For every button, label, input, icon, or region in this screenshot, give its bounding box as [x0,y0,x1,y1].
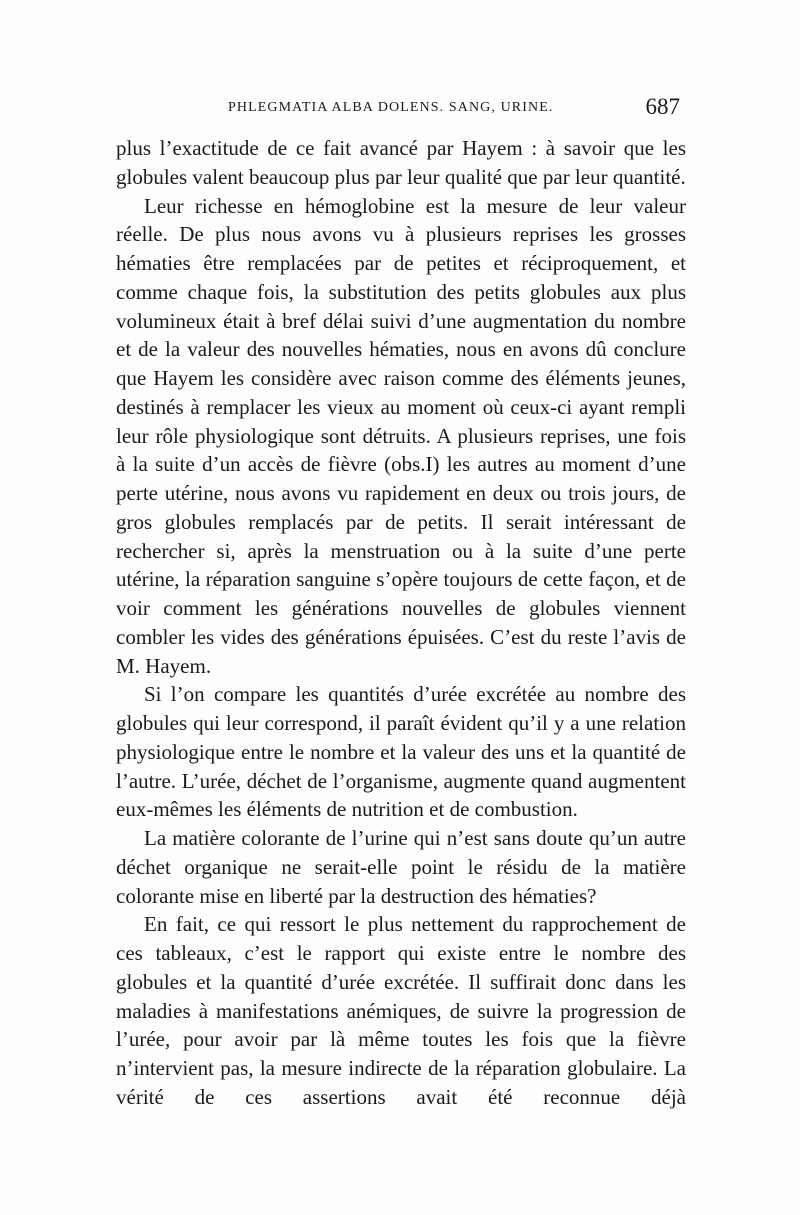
paragraph-continued: plus l’exactitude de ce fait avancé par Hayem : à savoir que les globules valent beaucoup plus par leur qualité que par leur quantité. [116,136,686,189]
paragraph-uree: Si l’on compare les quantités d’urée excrétée au nombre des globules qui leur correspond, il paraît évident qu’il y a une relation physiologique entre le nombre et la valeur des uns et la quantité de l’autre. L’urée, déchet de l’organisme, augmente quand augmentent eux-mêmes les éléments de nutrition et de combustion. [116,682,686,822]
paragraph-en-fait: En fait, ce qui ressort le plus nettement du rapprochement de ces tableaux, c’est le rapport qui existe entre le nombre des globules et la quantité d’urée excrétée. Il suffirait donc dans les maladies à manifestations anémiques, de suivre la progression de l’urée, pour avoir par là même toutes les fois que la fièvre n’intervient pas, la mesure indirecte de la réparation globulaire. La vérité de ces assertions avait été reconnue déjà [116,912,686,1109]
body-text [116,134,686,1112]
running-head [228,94,680,124]
page-number: 687 [645,94,680,119]
paragraph-hemoglobin: Leur richesse en hémoglobine est la mesure de leur valeur réelle. De plus nous avons vu à plusieurs reprises les grosses hématies être remplacées par de petites et réciproquement, et comme chaque fois, la substitution des petits globules aux plus volumineux était à bref délai suivi d’une augmentation du nombre et de la valeur des nouvelles hématies, nous en avons dû conclure que Hayem les considère avec raison comme des éléments jeunes, destinés à remplacer les vieux au moment où ceux-ci ayant rempli leur rôle physiologique sont détruits. A plusieurs reprises, une fois à la suite d’un accès de fièvre (obs.I) les autres au moment d’une perte utérine, nous avons vu rapidement en deux ou trois jours, de gros globules remplacés par de petits. Il serait intéressant de rechercher si, après la menstruation ou à la suite d’une perte utérine, la réparation sanguine s’opère toujours de cette façon, et de voir comment les générations nouvelles de globules viennent combler les vides des générations épuisées. C’est du reste l’avis de M. Hayem. [116,193,686,678]
running-head-title: PHLEGMATIA ALBA DOLENS. SANG, URINE. [228,100,554,115]
paragraph-matiere-colorante: La matière colorante de l’urine qui n’est sans doute qu’un autre déchet organique ne serait-elle point le résidu de la matière colorante mise en liberté par la destruction des hématies? [116,826,686,908]
